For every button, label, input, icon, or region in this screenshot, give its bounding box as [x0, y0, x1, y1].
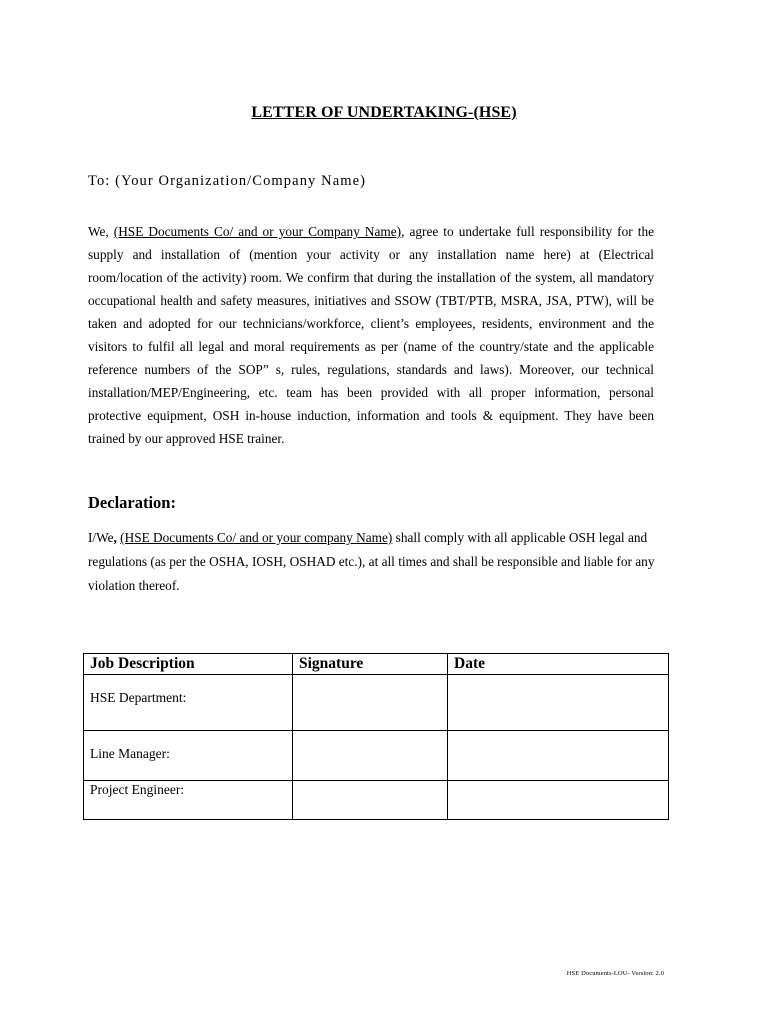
declaration-paragraph [88, 526, 670, 598]
job-cell [84, 731, 293, 781]
job-label: Project Engineer: [90, 782, 185, 797]
signature-table [83, 653, 669, 820]
declaration-heading: Declaration: [88, 493, 176, 512]
table-row [84, 731, 669, 781]
job-label: HSE Department: [90, 690, 187, 705]
date-cell [448, 675, 669, 731]
declaration-comma: , [113, 530, 117, 545]
header-date: Date [448, 654, 669, 675]
table-row [84, 781, 669, 820]
job-cell [84, 675, 293, 731]
declaration-company-name: (HSE Documents Co/ and or your company Name) [120, 530, 393, 545]
job-cell [84, 781, 293, 820]
declaration-text: shall comply with all applicable OSH legal and regulations (as per the OSHA, IOSH, OSHAD etc.), at all times and shall be responsible and liable for any violation thereof. [88, 530, 655, 593]
table-row [84, 675, 669, 731]
declaration-prefix: I/We [88, 530, 114, 545]
signature-cell [293, 675, 448, 731]
undertaking-paragraph [88, 220, 654, 450]
job-label: Line Manager: [90, 746, 170, 761]
signature-cell [293, 731, 448, 781]
document-title: LETTER OF UNDERTAKING-(HSE) [251, 104, 517, 121]
body-company-name: (HSE Documents Co/ and or your Company Name) [113, 224, 402, 239]
body-text: , agree to undertake full responsibility for the supply and installation of (mention your activity or any installation name here) at (Electrical room/location of the activity) room. We confirm that during the installation of the system, all mandatory occupational health and safety measures, initiatives and SSOW (TBT/PTB, MSRA, JSA, PTW), will be taken and adopted for our technicians/workforce, client’s employees, residents, environment and the visitors to fulfil all legal and moral requirements as per (name of the country/state and the applicable reference numbers of the SOP” s, rules, regulations, standards and laws). Moreover, our technical installation/MEP/Engineering, etc. team has been provided with all proper information, personal protective equipment, OSH in-house induction, information and tools & equipment. They have been trained by our approved HSE trainer. [88, 224, 654, 446]
table-header-row [84, 654, 669, 675]
recipient-line: To: (Your Organization/Company Name) [88, 173, 367, 189]
document-footer: HSE Documents-LOU- Version: 2.0 [566, 970, 664, 977]
header-signature: Signature [293, 654, 448, 675]
date-cell [448, 781, 669, 820]
header-job-description: Job Description [84, 654, 293, 675]
date-cell [448, 731, 669, 781]
signature-cell [293, 781, 448, 820]
body-prefix: We, [88, 224, 114, 239]
